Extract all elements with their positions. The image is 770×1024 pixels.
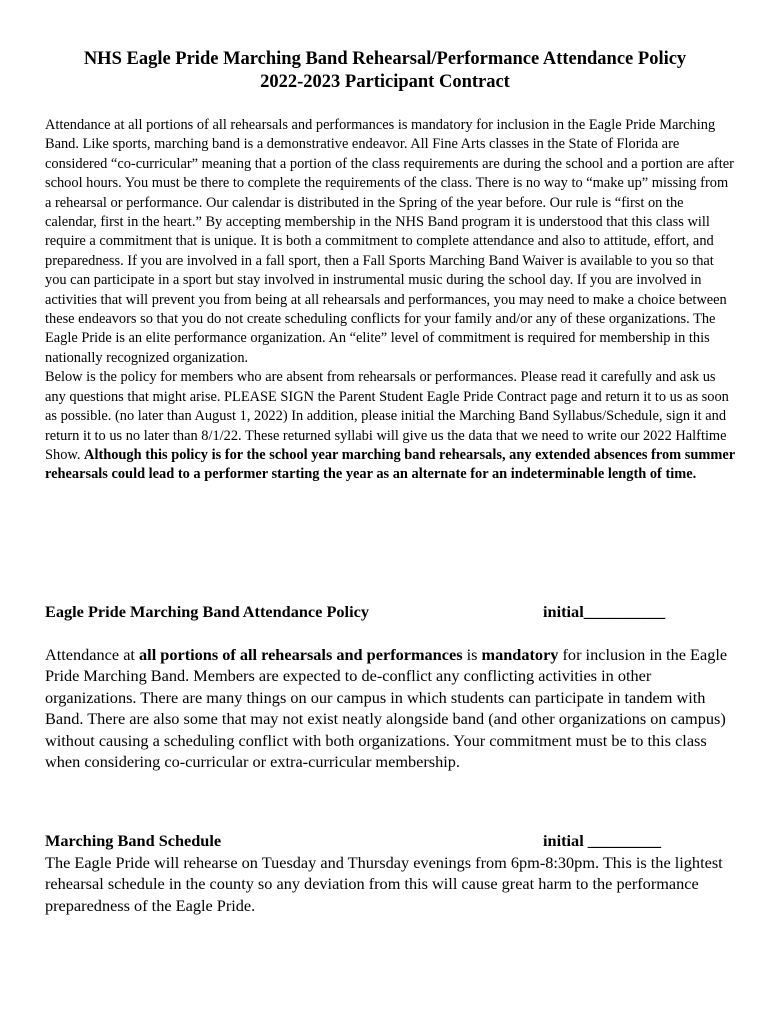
attendance-policy-body xyxy=(45,644,735,772)
attendance-policy-title: Eagle Pride Marching Band Attendance Policy xyxy=(45,602,369,621)
schedule-title: Marching Band Schedule xyxy=(45,831,222,850)
document-subtitle: 2022-2023 Participant Contract xyxy=(260,72,510,92)
schedule-initial-line: initial _________ xyxy=(543,831,662,850)
attendance-policy-emphasis-2: mandatory xyxy=(481,645,559,664)
intro-paragraph-2-bold-text: Although this policy is for the school year marching band rehearsals, any extended absences from summer rehearsals could lead to a performer starting the year as an alternate for an indeterminable length of time. xyxy=(45,446,735,483)
schedule-body: The Eagle Pride will rehearse on Tuesday and Thursday evenings from 6pm-8:30pm. This is the lightest rehearsal schedule in the county so any deviation from this will cause great harm to the performance preparedness of the Eagle Pride. xyxy=(45,853,723,915)
attendance-policy-text-1: Attendance at xyxy=(45,645,140,664)
attendance-policy-text-3: for inclusion in the Eagle Pride Marching Band. Members are expected to de-conflict any conflicting activities in other organizations. There are many things on our campus in which students can participate in tandem with Band. There are also some that may not exist neatly alongside band (and other organizations on campus) without causing a scheduling conflict with both organizations. Your commitment must be to this class when considering co-curricular or extra-curricular membership. xyxy=(45,645,728,772)
intro-paragraph-1: Attendance at all portions of all rehearsals and performances is mandatory for inclusion in the Eagle Pride Marching Band. Like sports, marching band is a demonstrative endeavor. All Fine Arts classes in the State of Florida are considered “co-curricular” meaning that a portion of the class requirements are during the school and a portion are after school hours. You must be there to complete the requirements of the class. There is no way to “make up” missing from a rehearsal or performance. Our calendar is distributed in the Spring of the year before. Our rule is “first on the calendar, first in the heart.” By accepting membership in the NHS Band program it is understood that this class will require a commitment that is unique. It is both a commitment to complete attendance and also to attitude, effort, and preparedness. If you are involved in a fall sport, then a Fall Sports Marching Band Waiver is available to you so that you can participate in a sport but stay involved in instrumental music during the school day. If you are involved in activities that will prevent you from being at all rehearsals and performances, you may need to make a choice between these endeavors so that you do not create scheduling conflicts for your family and/or any of these organizations. The Eagle Pride is an elite performance organization. An “elite” level of commitment is required for membership in this nationally recognized organization. xyxy=(45,117,734,366)
intro-paragraph-2 xyxy=(45,368,735,484)
attendance-policy-emphasis-1: all portions of all rehearsals and performances xyxy=(139,645,463,664)
intro-text xyxy=(45,116,735,485)
attendance-policy-initial-line: initial__________ xyxy=(543,602,666,621)
intro-paragraph-2-text: Below is the policy for members who are absent from rehearsals or performances. Please read it carefully and ask us any questions that might arise. PLEASE SIGN the Parent Student Eagle Pride Contract page and return it to us as soon as possible. (no later than August 1, 2022) In addition, please initial the Marching Band Syllabus/Schedule, sign it and return it to us no later than 8/1/22. These returned syllabi will give us the data that we need to write our 2022 Halftime Show. xyxy=(45,369,729,463)
attendance-policy-text-2: is xyxy=(462,645,482,664)
document-title: NHS Eagle Pride Marching Band Rehearsal/Performance Attendance Policy xyxy=(83,49,687,69)
